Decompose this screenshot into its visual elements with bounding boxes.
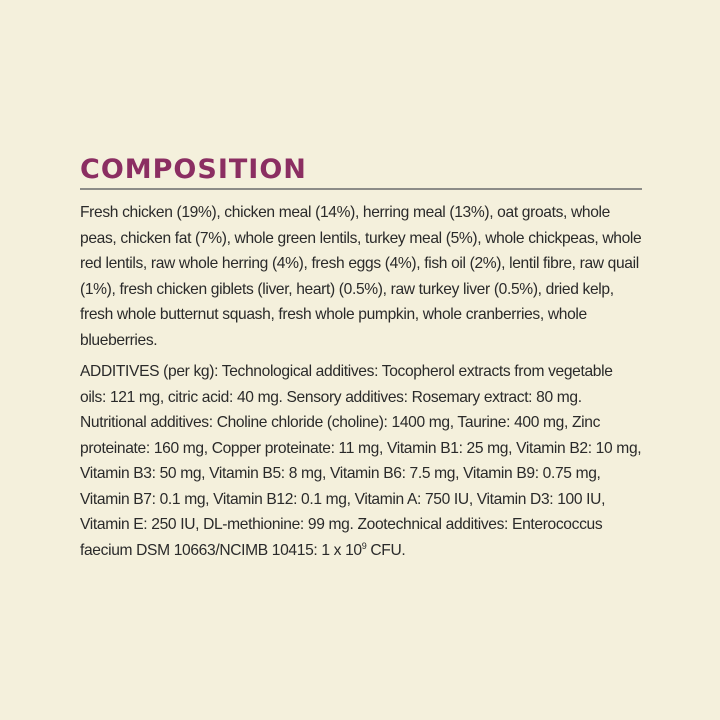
heading-divider (80, 188, 642, 190)
composition-heading: COMPOSITION (80, 154, 307, 185)
composition-panel (80, 152, 642, 563)
additives-tail-text: CFU. (366, 541, 406, 559)
additives-main-text: ADDITIVES (per kg): Technological additives: Tocopherol extracts from vegetable oils: 121 mg, citric acid: 40 mg. Sensory additives: Rosemary extract: 80 mg. Nutritional additives: Choline chloride (choline): 1400 mg, Taurine: 400 mg, Zinc proteinate: 160 mg, Copper proteinate: 11 mg, Vitamin B1: 25 mg, Vitamin B2: 10 mg, Vitamin B3: 50 mg, Vitamin B5: 8 mg, Vitamin B6: 7.5 mg, Vitamin B9: 0.75 mg, Vitamin B7: 0.1 mg, Vitamin B12: 0.1 mg, Vitamin A: 750 IU, Vitamin D3: 100 IU, Vitamin E: 250 IU, DL-methionine: 99 mg. Zootechnical additives: Enterococcus faecium DSM 10663/NCIMB 10415: 1 x 10 (80, 363, 642, 559)
composition-text: Fresh chicken (19%), chicken meal (14%), herring meal (13%), oat groats, whole peas, chicken fat (7%), whole green lentils, turkey meal (5%), whole chickpeas, whole red lentils, raw whole herring (4%), fresh eggs (4%), fish oil (2%), lentil fibre, raw quail (1%), fresh chicken giblets (liver, heart) (0.5%), raw turkey liver (0.5%), dried kelp, fresh whole butternut squash, fresh whole pumpkin, whole cranberries, whole blueberries. (80, 204, 642, 349)
additives-exponent: 9 (361, 540, 367, 551)
additives-text (80, 359, 642, 563)
